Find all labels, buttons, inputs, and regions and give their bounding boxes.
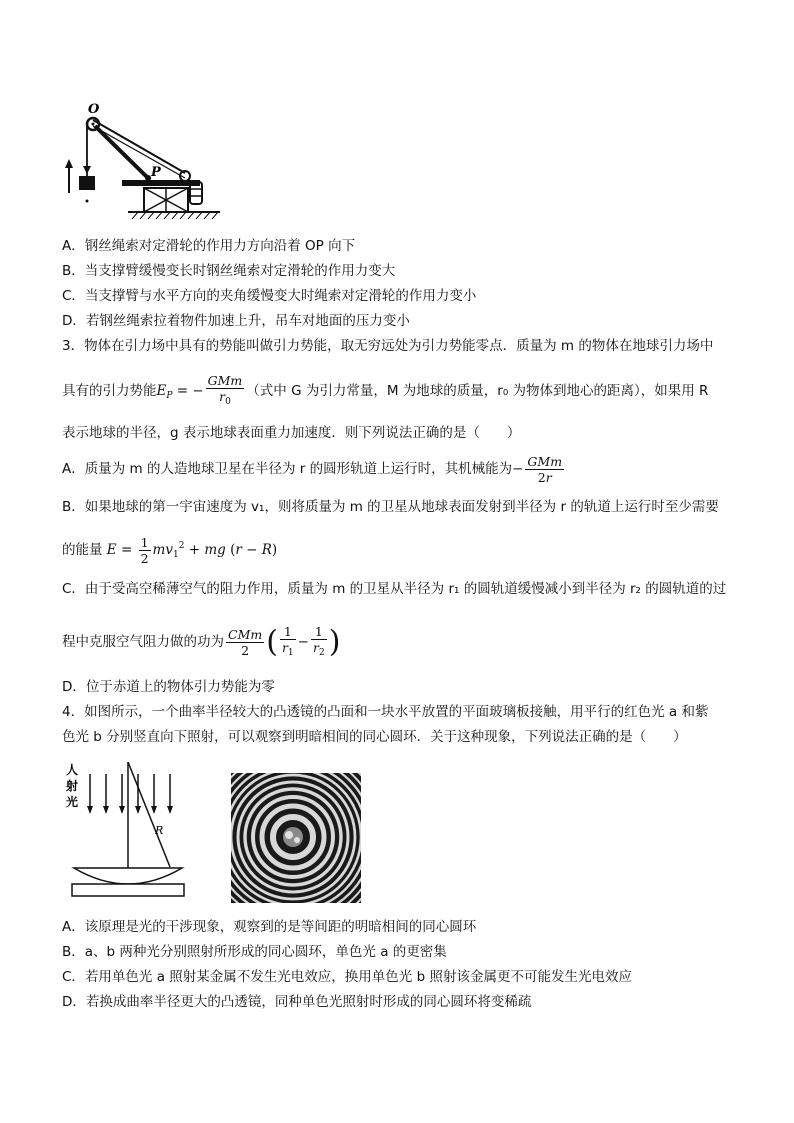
q4-option-a[interactable]: A．该原理是光的干涉现象，观察到的是等间距的明暗相间的同心圆环 — [62, 919, 477, 935]
q3-option-c-line2[interactable]: 程中克服空气阻力做的功为 $\frac{\text{CMm}}{2}$ ( $\frac{1}{r_1}$ − $\frac{1}{r_2}$ ) — [62, 624, 341, 660]
fig-label-she: 射 — [66, 779, 79, 793]
label-O: O — [88, 102, 100, 117]
q3-option-b-line2[interactable]: 的能量 E = $\frac{1}{2}$ $mv_1^2$ + mg (r − R) — [62, 535, 278, 566]
q3-option-c-line1[interactable]: C．由于受高空稀薄空气的阻力作用，质量为 m 的卫星从半径为 r₁ 的圆轨道缓慢减小到半径为 r₂ 的圆轨道的过 — [62, 581, 727, 597]
q3-stem-line1: 3．物体在引力场中具有的势能叫做引力势能，取无穷远处为引力势能零点．质量为 m 的物体在地球引力场中 — [62, 338, 714, 354]
q2-option-b[interactable]: B．当支撑臂缓慢变长时钢丝绳索对定滑轮的作用力变大 — [62, 263, 396, 279]
fig-label-ren: 人 — [66, 763, 79, 777]
q2-option-d[interactable]: D．若钢丝绳索拉着物件加速上升，吊车对地面的压力变小 — [62, 313, 410, 329]
q3-stem-line2: 具有的引力势能$E_P$ = − $\frac{\text{GMm}}{r_0}$ （式中 G 为引力常量，M 为地球的质量，r₀ 为物体到地心的距离），如果用 R — [62, 373, 709, 407]
q4-option-b[interactable]: B．a、b 两种光分别照射所形成的同心圆环，单色光 a 的更密集 — [62, 944, 447, 960]
q3-option-b-line1[interactable]: B．如果地球的第一宇宙速度为 v₁，则将质量为 m 的卫星从地球表面发射到半径为 r 的轨道上运行时至少需要 — [62, 499, 719, 515]
q2-option-c[interactable]: C．当支撑臂与水平方向的夹角缓慢变大时绳索对定滑轮的作用力变小 — [62, 288, 477, 304]
label-P: P — [151, 165, 161, 180]
q4-option-c[interactable]: C．若用单色光 a 照射某金属不发生光电效应，换用单色光 b 照射该金属更不可能发生光电效应 — [62, 969, 632, 985]
q4-stem-line2: 色光 b 分别竖直向下照射，可以观察到明暗相间的同心圆环．关于这种现象，下列说法正确的是（ ） — [62, 729, 687, 745]
q3-stem-line3: 表示地球的半径，g 表示地球表面重力加速度．则下列说法正确的是（ ） — [62, 425, 521, 441]
q4-option-d[interactable]: D．若换成曲率半径更大的凸透镜，同种单色光照射时形成的同心圆环将变稀疏 — [62, 994, 532, 1010]
q3-option-d[interactable]: D．位于赤道上的物体引力势能为零 — [62, 679, 275, 695]
crane-figure — [60, 98, 230, 220]
q2-option-a[interactable]: A．钢丝绳索对定滑轮的作用力方向沿着 OP 向下 — [62, 238, 356, 254]
newton-rings-image — [231, 773, 361, 903]
fig-label-guang: 光 — [66, 795, 79, 809]
fig-label-R: R — [155, 824, 164, 837]
q3-option-a[interactable]: A．质量为 m 的人造地球卫星在半径为 r 的圆形轨道上运行时，其机械能为− $\frac{\text{GMm}}{2r}$ — [62, 454, 563, 485]
lens-setup-figure — [62, 762, 192, 904]
q4-stem-line1: 4．如图所示，一个曲率半径较大的凸透镜的凸面和一块水平放置的平面玻璃板接触，用平行的红色光 a 和紫 — [62, 704, 709, 720]
ep-formula: $E_P$ = − $\frac{\text{GMm}}{r_0}$ — [156, 373, 243, 407]
